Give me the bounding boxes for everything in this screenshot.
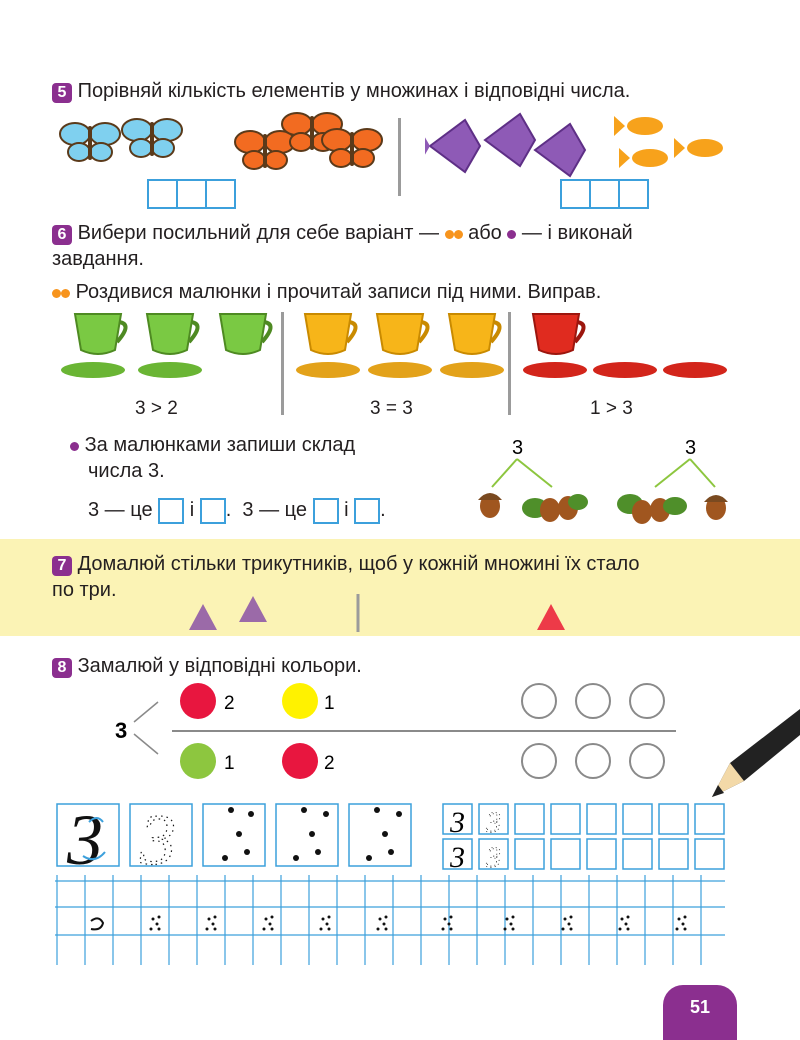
task5-answer-boxes-left[interactable] [147, 179, 237, 209]
digit-3-small: 3 [450, 841, 465, 871]
answer-box[interactable] [618, 179, 649, 209]
empty-circle [522, 744, 556, 778]
svg-text:1: 1 [224, 753, 235, 774]
svg-text:3: 3 [140, 800, 176, 872]
task5-heading [52, 78, 630, 104]
tracing-box [276, 804, 338, 866]
task5-divider [398, 118, 401, 196]
fish-purple-3 [535, 124, 585, 176]
task6-text-line1: Вибери посильний для себе варіант — [77, 222, 439, 244]
fish-gold-1 [614, 116, 663, 136]
empty-circle [576, 684, 610, 718]
task5-answer-boxes-right[interactable] [560, 179, 650, 209]
task8-text: Замалюй у відповідні кольори. [77, 655, 362, 677]
task8-heading [52, 653, 362, 679]
tracing-box [57, 800, 119, 872]
task5-number-badge: 5 [52, 83, 72, 103]
acorn-tree-label: 3 [512, 437, 524, 459]
answer-box[interactable] [313, 498, 339, 524]
composition-and: і [344, 499, 349, 521]
task6-heading [52, 220, 752, 272]
butterflies-illustration [55, 112, 385, 172]
subtask-b-line2: числа 3. [88, 460, 165, 482]
fish-purple-1 [425, 120, 480, 172]
subtask-b-line1: За малюнками запиши склад [84, 434, 356, 456]
cups-divider-2 [508, 312, 511, 415]
color-dot-red [282, 743, 318, 779]
saucer-green [61, 362, 125, 378]
acorn-cluster [522, 494, 588, 522]
composition-prefix: 3 — це [88, 499, 153, 521]
saucer-red [593, 362, 657, 378]
triangle-purple [189, 604, 217, 630]
two-dots-icon [52, 281, 70, 303]
cups-divider-1 [281, 312, 284, 415]
saucer-red [523, 362, 587, 378]
page-number: 51 [689, 997, 711, 1017]
digit-3-dotted: 3 [486, 806, 501, 839]
cups-illustration [55, 308, 745, 388]
saucer-red [663, 362, 727, 378]
digit-3-small: 3 [450, 806, 465, 839]
color-dot-green [180, 743, 216, 779]
saucer-yellow [440, 362, 504, 378]
cup-green [75, 314, 126, 354]
answer-box[interactable] [589, 179, 620, 209]
bottom-row [180, 743, 664, 779]
acorn [478, 493, 502, 518]
empty-circle [630, 744, 664, 778]
acorn-trees [470, 432, 750, 530]
writing-grid[interactable] [55, 875, 725, 965]
task8-number-badge: 8 [52, 658, 72, 678]
one-dot-icon [507, 222, 516, 244]
composition-row: 3 — це і . 3 — це і . [88, 497, 386, 524]
composition-prefix: 3 — це [242, 499, 307, 521]
tracing-box [130, 800, 192, 872]
fish-illustration [425, 108, 730, 178]
task7-text-line1: Домалюй стільки трикутників, щоб у кожній множині їх стало [77, 553, 640, 575]
svg-text:2: 2 [324, 753, 335, 774]
cup-yellow [305, 314, 356, 354]
butterfly-orange-1 [235, 131, 295, 169]
task6-or: або [468, 222, 502, 244]
triangle-purple [239, 596, 267, 622]
fish-gold-2 [619, 148, 668, 168]
composition-and: і [189, 499, 195, 521]
empty-circle [576, 744, 610, 778]
tracing-box [349, 804, 411, 866]
pencil-icon [700, 705, 800, 800]
caption-yellow: 3 = 3 [370, 398, 413, 419]
saucer-yellow [368, 362, 432, 378]
acorn [704, 495, 728, 520]
acorn-cluster [617, 494, 687, 524]
cup-yellow [377, 314, 428, 354]
cup-green [147, 314, 198, 354]
digit-3: 3 [67, 800, 103, 872]
task6-number-badge: 6 [52, 225, 72, 245]
triangles [185, 592, 575, 634]
page-number-tab [663, 985, 737, 1040]
butterfly-blue-1 [60, 123, 120, 161]
answer-box[interactable] [560, 179, 591, 209]
answer-box[interactable] [158, 498, 184, 524]
fish-purple-2 [485, 114, 535, 166]
task6-subtask-b [70, 432, 355, 484]
color-dot-red [180, 683, 216, 719]
triangle-red [537, 604, 565, 630]
task6-subtask-a [52, 279, 601, 305]
svg-text:2: 2 [224, 693, 235, 714]
answer-box[interactable] [205, 179, 236, 209]
caption-green: 3 > 2 [135, 398, 178, 419]
svg-text:1: 1 [324, 693, 335, 714]
empty-circle [630, 684, 664, 718]
fish-gold-3 [674, 138, 723, 158]
cup-green [220, 314, 271, 354]
two-dots-icon [445, 222, 463, 244]
top-row [180, 683, 664, 719]
answer-box[interactable] [354, 498, 380, 524]
tracing-dots [150, 916, 687, 931]
acorn-tree-label: 3 [685, 437, 697, 459]
digit-3-dotted: 3 [486, 841, 501, 871]
one-dot-icon [70, 434, 79, 456]
task7-text-line2: по три. [52, 579, 117, 601]
answer-box[interactable] [147, 179, 178, 209]
digit-tracing-large [55, 800, 425, 872]
butterfly-orange-3 [322, 129, 382, 167]
saucer-green [138, 362, 202, 378]
cup-yellow [449, 314, 500, 354]
empty-circle [522, 684, 556, 718]
cup-red [533, 314, 584, 354]
task6-text-line2: завдання. [52, 248, 144, 270]
caption-red: 1 > 3 [590, 398, 633, 419]
task6-text-line1-end: — і виконай [521, 222, 633, 244]
answer-box[interactable] [200, 498, 226, 524]
task7-number-badge: 7 [52, 556, 72, 576]
saucer-yellow [296, 362, 360, 378]
tracing-box [203, 804, 265, 866]
answer-box[interactable] [176, 179, 207, 209]
task5-text: Порівняй кількість елементів у множинах і відповідні числа. [77, 80, 631, 102]
task8-root: 3 [115, 718, 128, 743]
subtask-a-text: Роздивися малюнки і прочитай записи під ними. Виправ. [75, 281, 602, 303]
butterfly-blue-2 [122, 119, 182, 157]
task8-tree [110, 680, 680, 786]
digit-stroke-start [91, 918, 103, 929]
color-dot-yellow [282, 683, 318, 719]
digit-tracing-small [442, 803, 726, 871]
